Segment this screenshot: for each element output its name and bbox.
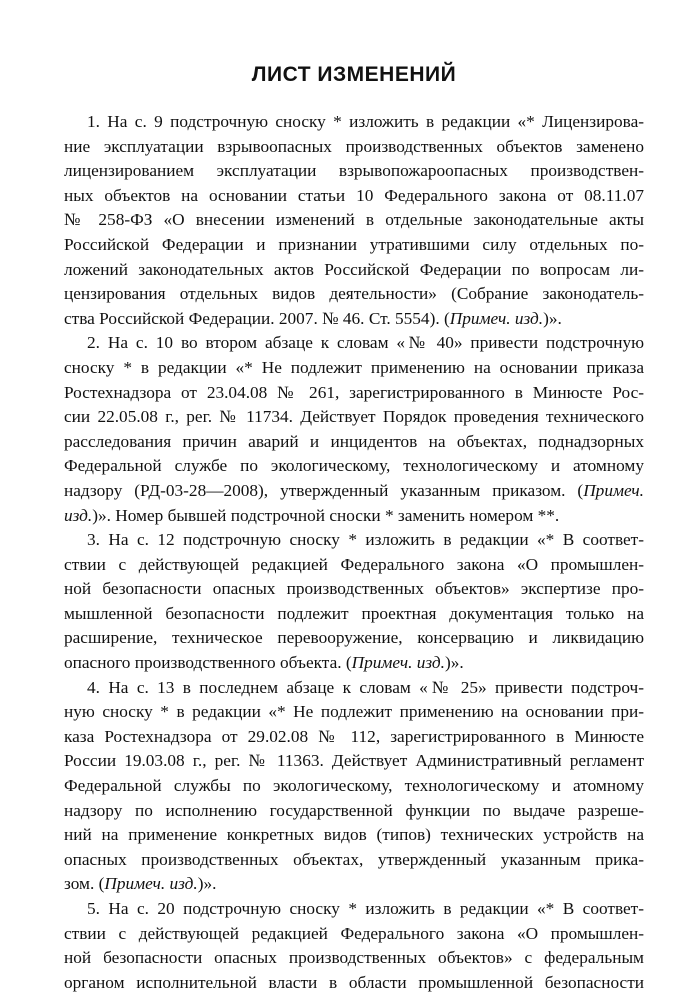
text-line: 4. На с. 13 в последнем абзаце к словам «№ 25» привести подстроч- [87, 677, 644, 697]
text-line: сноску * в редакции «* Не подлежит применению на основании приказа [64, 357, 644, 377]
page-title: ЛИСТ ИЗМЕНЕНИЙ [251, 63, 457, 86]
text-line: ную сноску * в редакции «* Не подлежит применению на основании при- [64, 702, 644, 722]
text-line: ний на применение конкретных видов (типов) технических устройств на [64, 825, 644, 845]
change-item-3 [64, 528, 644, 676]
text-line: Федеральной службы по экологическому, технологическому и атомному [64, 776, 644, 796]
text-line: зом. (Примеч. изд.)». [64, 874, 217, 894]
text-line: мышленной безопасности подлежит проектная документация только на [64, 603, 644, 623]
change-item-4 [64, 676, 644, 897]
document-body [64, 110, 644, 995]
text-line: надзору (РД-03-28—2008), утвержденный указанным приказом. (Примеч. [64, 480, 644, 500]
change-item-5 [64, 897, 644, 995]
document-page [64, 62, 644, 995]
text-line: ние эксплуатации взрывоопасных производственных объектов заменено [64, 136, 644, 156]
text-line: надзору по исполнению государственной функции по выдаче разреше- [64, 800, 644, 820]
text-line: ства Российской Федерации. 2007. № 46. Ст. 5554). (Примеч. изд.)». [64, 308, 562, 328]
text-line: ных объектов на основании статьи 10 Федерального закона от 08.11.07 [64, 185, 644, 205]
text-line: опасного производственного объекта. (Примеч. изд.)». [64, 653, 464, 673]
text-line: каза Ростехнадзора от 29.02.08 № 112, зарегистрированного в Минюсте [64, 726, 644, 746]
text-line: ствии с действующей редакцией Федерального закона «О промышлен- [64, 923, 644, 943]
text-line: изд.)». Номер бывшей подстрочной сноски * заменить номером **. [64, 505, 560, 525]
text-line: 1. На с. 9 подстрочную сноску * изложить в редакции «* Лицензирова- [87, 112, 644, 131]
text-line: № 258-ФЗ «О внесении изменений в отдельные законодательные акты [64, 210, 644, 230]
text-line: России 19.03.08 г., рег. № 11363. Действует Административный регламент [64, 751, 644, 771]
text-line: 3. На с. 12 подстрочную сноску * изложить в редакции «* В соответ- [87, 530, 644, 550]
text-line: 2. На с. 10 во втором абзаце к словам «№ 40» привести подстрочную [87, 333, 644, 353]
text-line: лицензированием эксплуатации взрывопожароопасных производствен- [64, 161, 644, 181]
text-line: Федеральной службе по экологическому, технологическому и атомному [64, 456, 644, 476]
text-line: расследования причин аварий и инцидентов на объектах, поднадзорных [64, 431, 644, 451]
text-line: ной безопасности опасных производственных объектов» с федеральным [64, 948, 644, 968]
text-line: 5. На с. 20 подстрочную сноску * изложить в редакции «* В соответ- [87, 899, 644, 918]
text-line: ной безопасности опасных производственных объектов» экспертизе про- [64, 579, 644, 599]
text-line: органом исполнительной власти в области промышленной безопасности [64, 972, 644, 992]
text-line: Российской Федерации и признании утратившими силу отдельных по- [64, 234, 644, 254]
text-line: цензирования отдельных видов деятельности» (Собрание законодатель- [64, 284, 644, 304]
text-line: Ростехнадзора от 23.04.08 № 261, зарегистрированного в Минюсте Рос- [64, 382, 644, 402]
text-line: сии 22.05.08 г., рег. № 11734. Действует Порядок проведения технического [64, 407, 644, 427]
text-line: расширение, техническое перевооружение, консервацию и ликвидацию [64, 628, 644, 648]
change-item-1 [64, 110, 644, 331]
text-line: ложений законодательных актов Российской Федерации по вопросам ли- [64, 259, 644, 279]
text-line: опасных производственных объектах, утвержденный указанным прика- [64, 849, 644, 869]
change-item-2 [64, 331, 644, 528]
text-line: ствии с действующей редакцией Федерального закона «О промышлен- [64, 554, 644, 574]
